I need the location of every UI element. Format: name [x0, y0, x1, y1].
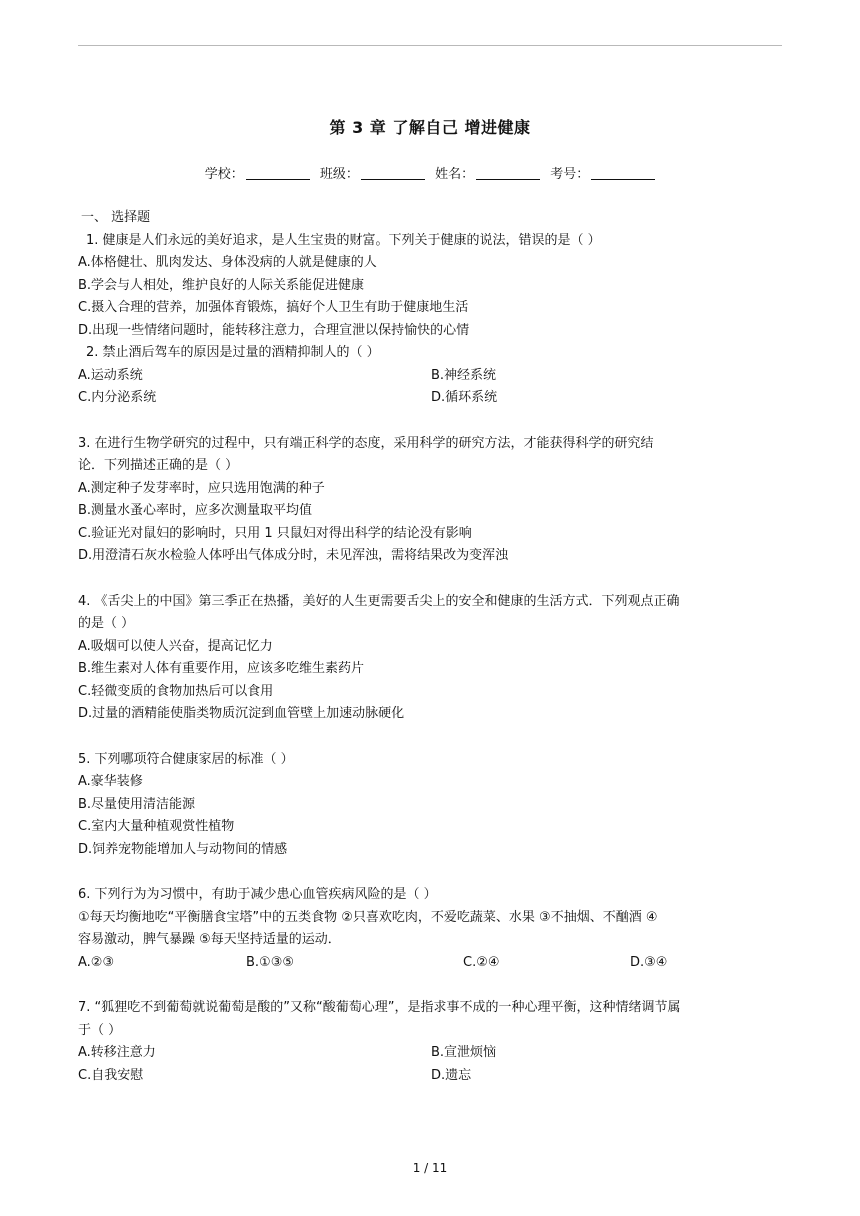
question-2-options-row-2 — [78, 387, 784, 410]
question-4-option-d: D.过量的酒精能使脂类物质沉淀到血管壁上加速动脉硬化 — [78, 706, 405, 721]
spacer — [78, 974, 784, 997]
question-6-options-row — [78, 952, 784, 975]
question-1-option-b: B.学会与人相处，维护良好的人际关系能促进健康 — [78, 277, 365, 293]
question-3-stem-line-2: 论．下列描述正确的是（ ） — [78, 458, 239, 473]
question-4-stem-line-2: 的是（ ） — [78, 616, 135, 631]
question-6-stem: 6. 下列行为为习惯中，有助于减少患心血管疾病风险的是（ ） — [78, 887, 437, 902]
question-2-option-c: C.内分泌系统 — [78, 390, 157, 405]
question-4-option-a: A.吸烟可以使人兴奋，提高记忆力 — [78, 638, 273, 654]
question-7-stem-line-2: 于（ ） — [78, 1022, 122, 1038]
question-2-option-b: B.神经系统 — [431, 367, 497, 383]
question-7-option-a: A.转移注意力 — [78, 1045, 156, 1060]
question-5-stem: 5. 下列哪项符合健康家居的标准（ ） — [78, 751, 294, 767]
question-content — [78, 207, 784, 1087]
question-4-stem-line-1: 4. 《舌尖上的中国》第三季正在热播，美好的人生更需要舌尖上的安全和健康的生活方式．下列观点正确 — [78, 593, 680, 609]
spacer — [78, 568, 784, 591]
question-6-option-b: B.①③⑤ — [246, 954, 295, 970]
question-4-option-c: C.轻微变质的食物加热后可以食用 — [78, 683, 274, 699]
question-3-option-c: C.验证光对鼠妇的影响时，只用 1 只鼠妇对得出科学的结论没有影响 — [78, 525, 472, 541]
school-blank — [246, 165, 310, 180]
section-heading: 一、 选择题 — [81, 210, 151, 225]
question-5-option-b: B.尽量使用清洁能源 — [78, 796, 196, 812]
page-number: 1 / 11 — [412, 1161, 448, 1175]
exam-no-field — [550, 167, 655, 182]
question-6-option-d: D.③④ — [630, 954, 668, 970]
question-5-option-c: C.室内大量种植观赏性植物 — [78, 819, 235, 834]
class-label: 班级： — [319, 167, 359, 182]
question-3-option-d: D.用澄清石灰水检验人体呼出气体成分时，未见浑浊，需将结果改为变浑浊 — [78, 548, 509, 563]
question-2-option-d: D.循环系统 — [431, 390, 498, 405]
question-5-option-d: D.饲养宠物能增加人与动物间的情感 — [78, 841, 288, 857]
question-3-stem-line-1: 3. 在进行生物学研究的过程中，只有端正科学的态度，采用科学的研究方法，才能获得科学的研究结 — [78, 435, 654, 451]
name-field — [435, 167, 540, 182]
question-7-options-row-1 — [78, 1042, 784, 1065]
name-label: 姓名： — [435, 167, 475, 182]
question-7-option-d: D.遗忘 — [431, 1067, 472, 1083]
question-2-option-a: A.运动系统 — [78, 367, 143, 383]
spacer — [78, 726, 784, 749]
question-7-option-b: B.宣泄烦恼 — [431, 1045, 497, 1060]
question-7-stem-line-1: 7. “狐狸吃不到葡萄就说葡萄是酸的”又称“酸葡萄心理”，是指求事不成的一种心理平衡，这种情绪调节属 — [78, 1000, 681, 1015]
question-1-option-a: A.体格健壮、肌肉发达、身体没病的人就是健康的人 — [78, 255, 377, 270]
question-5-option-a: A.豪华装修 — [78, 774, 143, 789]
question-4-option-b: B.维生素对人体有重要作用，应该多吃维生素药片 — [78, 661, 365, 676]
question-6-option-c: C.②④ — [463, 954, 500, 970]
question-1-option-d: D.出现一些情绪问题时，能转移注意力，合理宣泄以保持愉快的心情 — [78, 322, 470, 338]
question-2-stem: 2. 禁止酒后驾车的原因是过量的酒精抑制人的（ ） — [86, 345, 380, 360]
question-7-option-c: C.自我安慰 — [78, 1067, 144, 1083]
class-field — [320, 167, 425, 182]
class-blank — [361, 165, 425, 180]
exam-no-blank — [591, 165, 655, 180]
exam-no-label: 考号： — [550, 167, 590, 182]
question-7-options-row-2 — [78, 1065, 784, 1088]
name-blank — [476, 165, 540, 180]
question-6-option-a: A.②③ — [78, 954, 115, 970]
school-field — [205, 167, 310, 182]
question-6-stem-line-2: ①每天均衡地吃“平衡膳食宝塔”中的五类食物 ②只喜欢吃肉，不爱吃蔬菜、水果 ③不抽烟、不酗酒 ④ — [78, 909, 658, 925]
school-label: 学校： — [204, 167, 244, 182]
question-3-option-a: A.测定种子发芽率时，应只选用饱满的种子 — [78, 480, 325, 496]
question-1-stem: 1. 健康是人们永远的美好追求，是人生宝贵的财富。下列关于健康的说法，错误的是（ ） — [86, 232, 601, 248]
question-3-option-b: B.测量水蚤心率时，应多次测量取平均值 — [78, 503, 313, 518]
question-2-options-row-1 — [78, 365, 784, 388]
spacer — [78, 410, 784, 433]
question-6-stem-line-3: 容易激动，脾气暴躁 ⑤每天坚持适量的运动． — [78, 932, 341, 947]
student-info-line — [0, 165, 860, 184]
document-title: 第 3 章 了解自己 增进健康 — [329, 118, 531, 137]
question-1-option-c: C.摄入合理的营养，加强体育锻炼，搞好个人卫生有助于健康地生活 — [78, 300, 469, 315]
header-rule — [78, 45, 782, 46]
spacer — [78, 861, 784, 884]
